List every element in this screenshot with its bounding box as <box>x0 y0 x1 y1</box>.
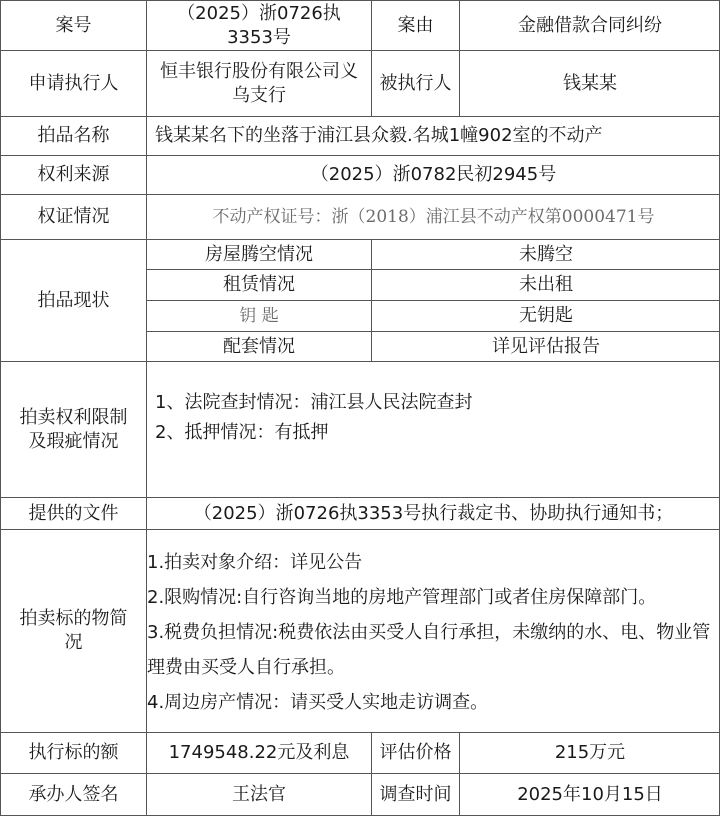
status-item-value: 未腾空 <box>371 239 720 269</box>
restriction-content <box>146 361 720 497</box>
status-label: 拍品现状 <box>0 239 146 361</box>
status-item-label: 配套情况 <box>146 331 371 361</box>
object-label: 拍卖标的物简况 <box>0 529 146 732</box>
appraisal-value: 215万元 <box>459 732 720 773</box>
status-item-label: 房屋腾空情况 <box>146 239 371 269</box>
item-name-value: 钱某某名下的坐落于浦江县众毅.名城1幢902室的不动产 <box>146 116 720 155</box>
docs-label: 提供的文件 <box>0 497 146 529</box>
respondent-label: 被执行人 <box>371 50 459 116</box>
amount-label: 执行标的额 <box>0 732 146 773</box>
case-no-label: 案号 <box>0 0 146 50</box>
appraisal-label: 评估价格 <box>371 732 459 773</box>
object-item: 2.限购情况:自行咨询当地的房地产管理部门或者住房保障部门。 <box>147 587 657 608</box>
restriction-label: 拍卖权利限制及瑕疵情况 <box>0 361 146 497</box>
status-item-label: 租赁情况 <box>146 269 371 300</box>
object-item: 4.周边房产情况：请买受人实地走访调查。 <box>147 692 489 713</box>
status-item-value: 详见评估报告 <box>371 331 720 361</box>
restriction-item: 1、法院查封情况：浦江县人民法院查封 <box>155 392 473 413</box>
case-no-value: （2025）浙0726执3353号 <box>146 0 371 50</box>
object-item: 3.税费负担情况:税费依法由买受人自行承担，未缴纳的水、电、物业管理费由买受人自行承担。 <box>147 622 711 678</box>
survey-value: 2025年10月15日 <box>459 773 720 816</box>
survey-label: 调查时间 <box>371 773 459 816</box>
status-item-label: 钥 匙 <box>146 300 371 331</box>
status-item-value: 无钥匙 <box>371 300 720 331</box>
restriction-item: 2、抵押情况：有抵押 <box>155 422 329 443</box>
cert-label: 权证情况 <box>0 194 146 239</box>
handler-label: 承办人签名 <box>0 773 146 816</box>
object-content <box>146 529 720 732</box>
cause-label: 案由 <box>371 0 459 50</box>
applicant-value: 恒丰银行股份有限公司义乌支行 <box>146 50 371 116</box>
applicant-label: 申请执行人 <box>0 50 146 116</box>
object-item: 1.拍卖对象介绍：详见公告 <box>147 552 363 573</box>
cert-value: 不动产权证号：浙（2018）浦江县不动产权第0000471号 <box>146 194 720 239</box>
status-item-value: 未出租 <box>371 269 720 300</box>
respondent-value: 钱某某 <box>459 50 720 116</box>
item-name-label: 拍品名称 <box>0 116 146 155</box>
rights-source-value: （2025）浙0782民初2945号 <box>146 155 720 194</box>
cause-value: 金融借款合同纠纷 <box>459 0 720 50</box>
handler-value: 王法官 <box>146 773 371 816</box>
rights-source-label: 权利来源 <box>0 155 146 194</box>
amount-value: 1749548.22元及利息 <box>146 732 371 773</box>
docs-value: （2025）浙0726执3353号执行裁定书、协助执行通知书； <box>146 497 720 529</box>
